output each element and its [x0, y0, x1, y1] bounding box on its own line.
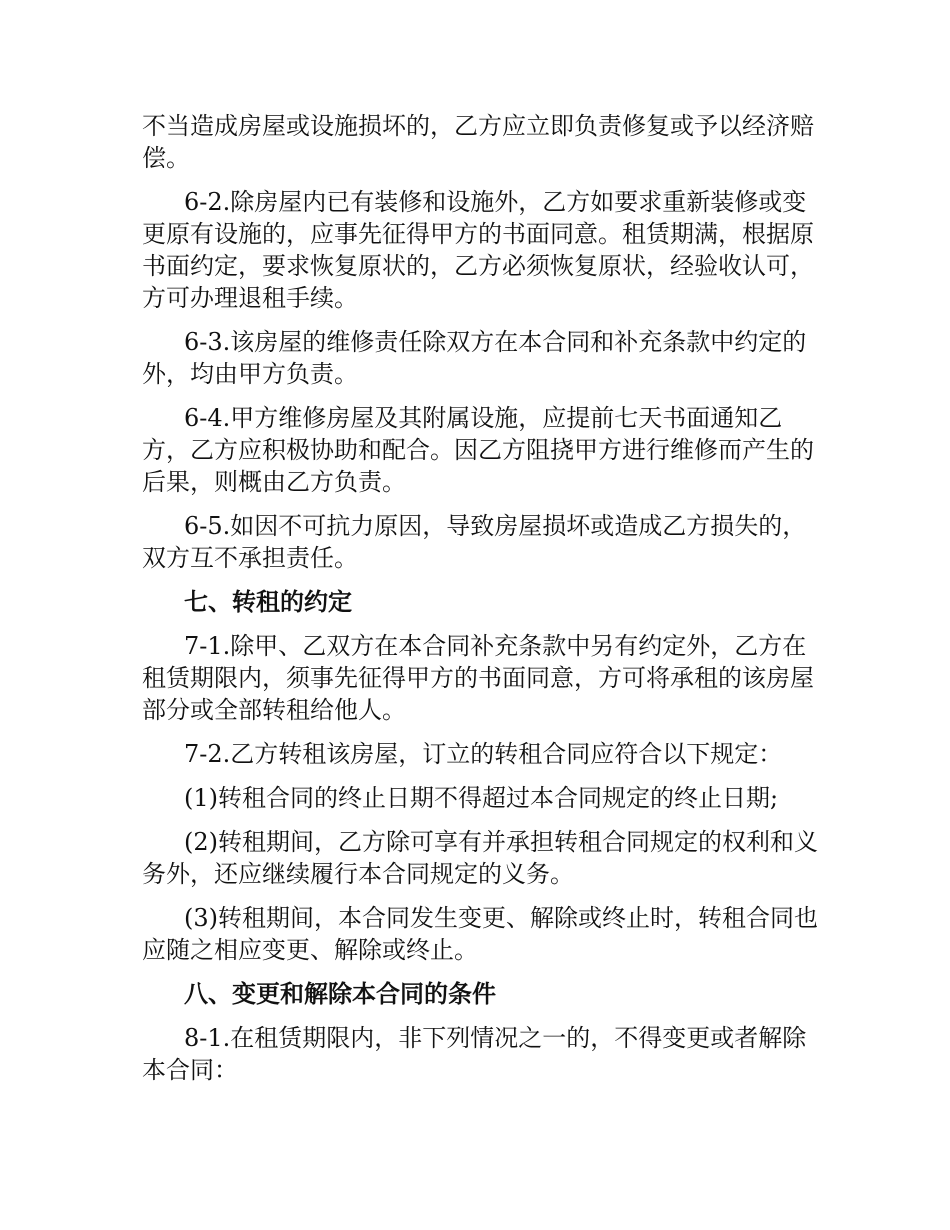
clause-6-2: 6-2.除房屋内已有装修和设施外，乙方如要求重新装修或变更原有设施的，应事先征得甲方的书面同意。租赁期满，根据原书面约定，要求恢复原状的，乙方必须恢复原状，经验收认可，方可办理退租手续。 [142, 188, 814, 312]
clause-7-2-item-1: (1)转租合同的终止日期不得超过本合同规定的终止日期; [184, 784, 779, 812]
clause-6-3: 6-3.该房屋的维修责任除双方在本合同和补充条款中约定的外，均由甲方负责。 [142, 328, 807, 388]
clause-6-4: 6-4.甲方维修房屋及其附属设施，应提前七天书面通知乙方，乙方应积极协助和配合。因乙方阻挠甲方进行维修而产生的后果，则概由乙方负责。 [142, 404, 814, 496]
paragraph-continuation: 不当造成房屋或设施损坏的，乙方应立即负责修复或予以经济赔偿。 [142, 112, 814, 172]
clause-7-2: 7-2.乙方转租该房屋，订立的转租合同应符合以下规定： [184, 740, 783, 768]
section-heading-8: 八、变更和解除本合同的条件 [184, 979, 496, 1008]
clause-8-1: 8-1.在租赁期限内，非下列情况之一的，不得变更或者解除本合同： [142, 1024, 807, 1084]
clause-7-2-item-2: (2)转租期间，乙方除可享有并承担转租合同规定的权利和义务外，还应继续履行本合同规定的义务。 [142, 828, 818, 888]
clause-7-1: 7-1.除甲、乙双方在本合同补充条款中另有约定外，乙方在租赁期限内，须事先征得甲方的书面同意，方可将承租的该房屋部分或全部转租给他人。 [142, 632, 814, 724]
section-heading-7: 七、转租的约定 [184, 587, 352, 616]
clause-7-2-item-3: (3)转租期间，本合同发生变更、解除或终止时，转租合同也应随之相应变更、解除或终止。 [142, 904, 818, 964]
document-page [142, 110, 822, 1098]
clause-6-5: 6-5.如因不可抗力原因，导致房屋损坏或造成乙方损失的，双方互不承担责任。 [142, 512, 807, 572]
